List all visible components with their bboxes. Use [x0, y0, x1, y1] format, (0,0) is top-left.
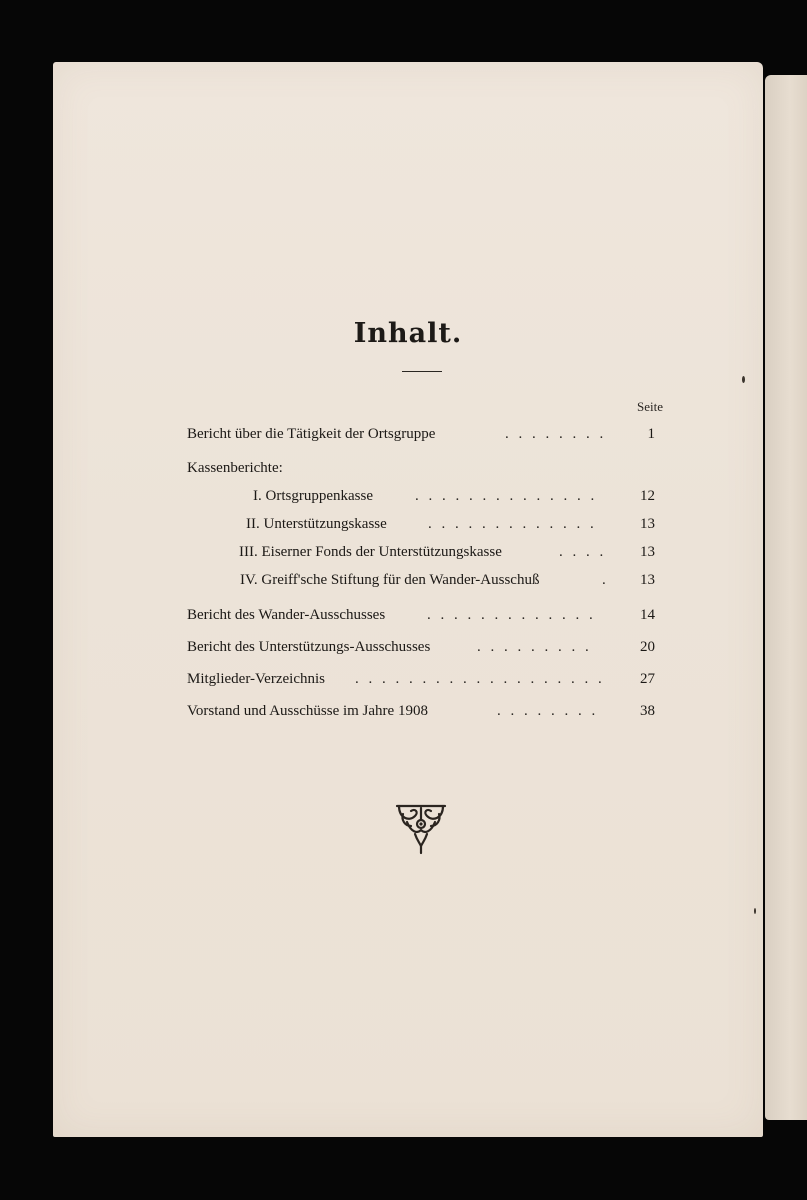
toc-entry [187, 703, 655, 723]
adjacent-page-edge [765, 75, 807, 1120]
fleuron-ornament-icon [393, 800, 449, 856]
toc-entry [187, 671, 655, 691]
toc-entry [239, 544, 655, 564]
toc-entry [187, 426, 655, 446]
toc-entry-label: Bericht über die Tätigkeit der Ortsgruppe [187, 426, 436, 442]
toc-entry-label: I. Ortsgruppenkasse [253, 488, 373, 504]
toc-leader-dots: . . . . . . . . . . . . . . . . . . . [355, 671, 605, 687]
toc-page-number: 27 [640, 671, 655, 687]
book-page [53, 62, 763, 1137]
title-divider [402, 371, 442, 372]
toc-leader-dots: . . . . [559, 544, 607, 560]
toc-leader-dots: . . . . . . . . [505, 426, 607, 442]
toc-page-number: 1 [647, 426, 655, 442]
toc-entry-label: III. Eiserner Fonds der Unterstützungskasse [239, 544, 502, 560]
toc-leader-dots: . . . . . . . . . . . . . [427, 607, 596, 623]
toc-leader-dots: . . . . . . . . . [477, 639, 592, 655]
toc-entry [253, 488, 655, 508]
toc-page-number: 13 [640, 572, 655, 588]
page-speck [742, 376, 745, 383]
toc-entry [246, 516, 655, 536]
toc-page-number: 38 [640, 703, 655, 719]
page-column-header: Seite [637, 399, 663, 414]
toc-entry-label: Bericht des Wander-Ausschusses [187, 607, 386, 623]
toc-page-number: 13 [640, 544, 655, 560]
toc-leader-dots: . . . . . . . . [497, 703, 599, 719]
toc-leader-dots: . [602, 572, 609, 588]
toc-entry [187, 639, 655, 659]
toc-entry-label: Bericht des Unterstützungs-Ausschusses [187, 639, 431, 655]
toc-entry-label: Mitglieder-Verzeichnis [187, 671, 325, 687]
toc-leader-dots: . . . . . . . . . . . . . . [415, 488, 598, 504]
toc-title: Inhalt. [353, 318, 463, 349]
page-speck [754, 908, 756, 914]
toc-entry-label: Vorstand und Ausschüsse im Jahre 1908 [187, 703, 428, 719]
toc-page-number: 20 [640, 639, 655, 655]
toc-entry [187, 607, 655, 627]
section-heading: Kassenberichte: [187, 460, 283, 476]
toc-entry [240, 572, 655, 592]
toc-leader-dots: . . . . . . . . . . . . . [428, 516, 597, 532]
toc-page-number: 12 [640, 488, 655, 504]
toc-entry-label: II. Unterstützungskasse [246, 516, 387, 532]
toc-page-number: 14 [640, 607, 655, 623]
toc-entry-label: IV. Greiff'sche Stiftung für den Wander-Ausschuß [240, 572, 540, 588]
toc-page-number: 13 [640, 516, 655, 532]
